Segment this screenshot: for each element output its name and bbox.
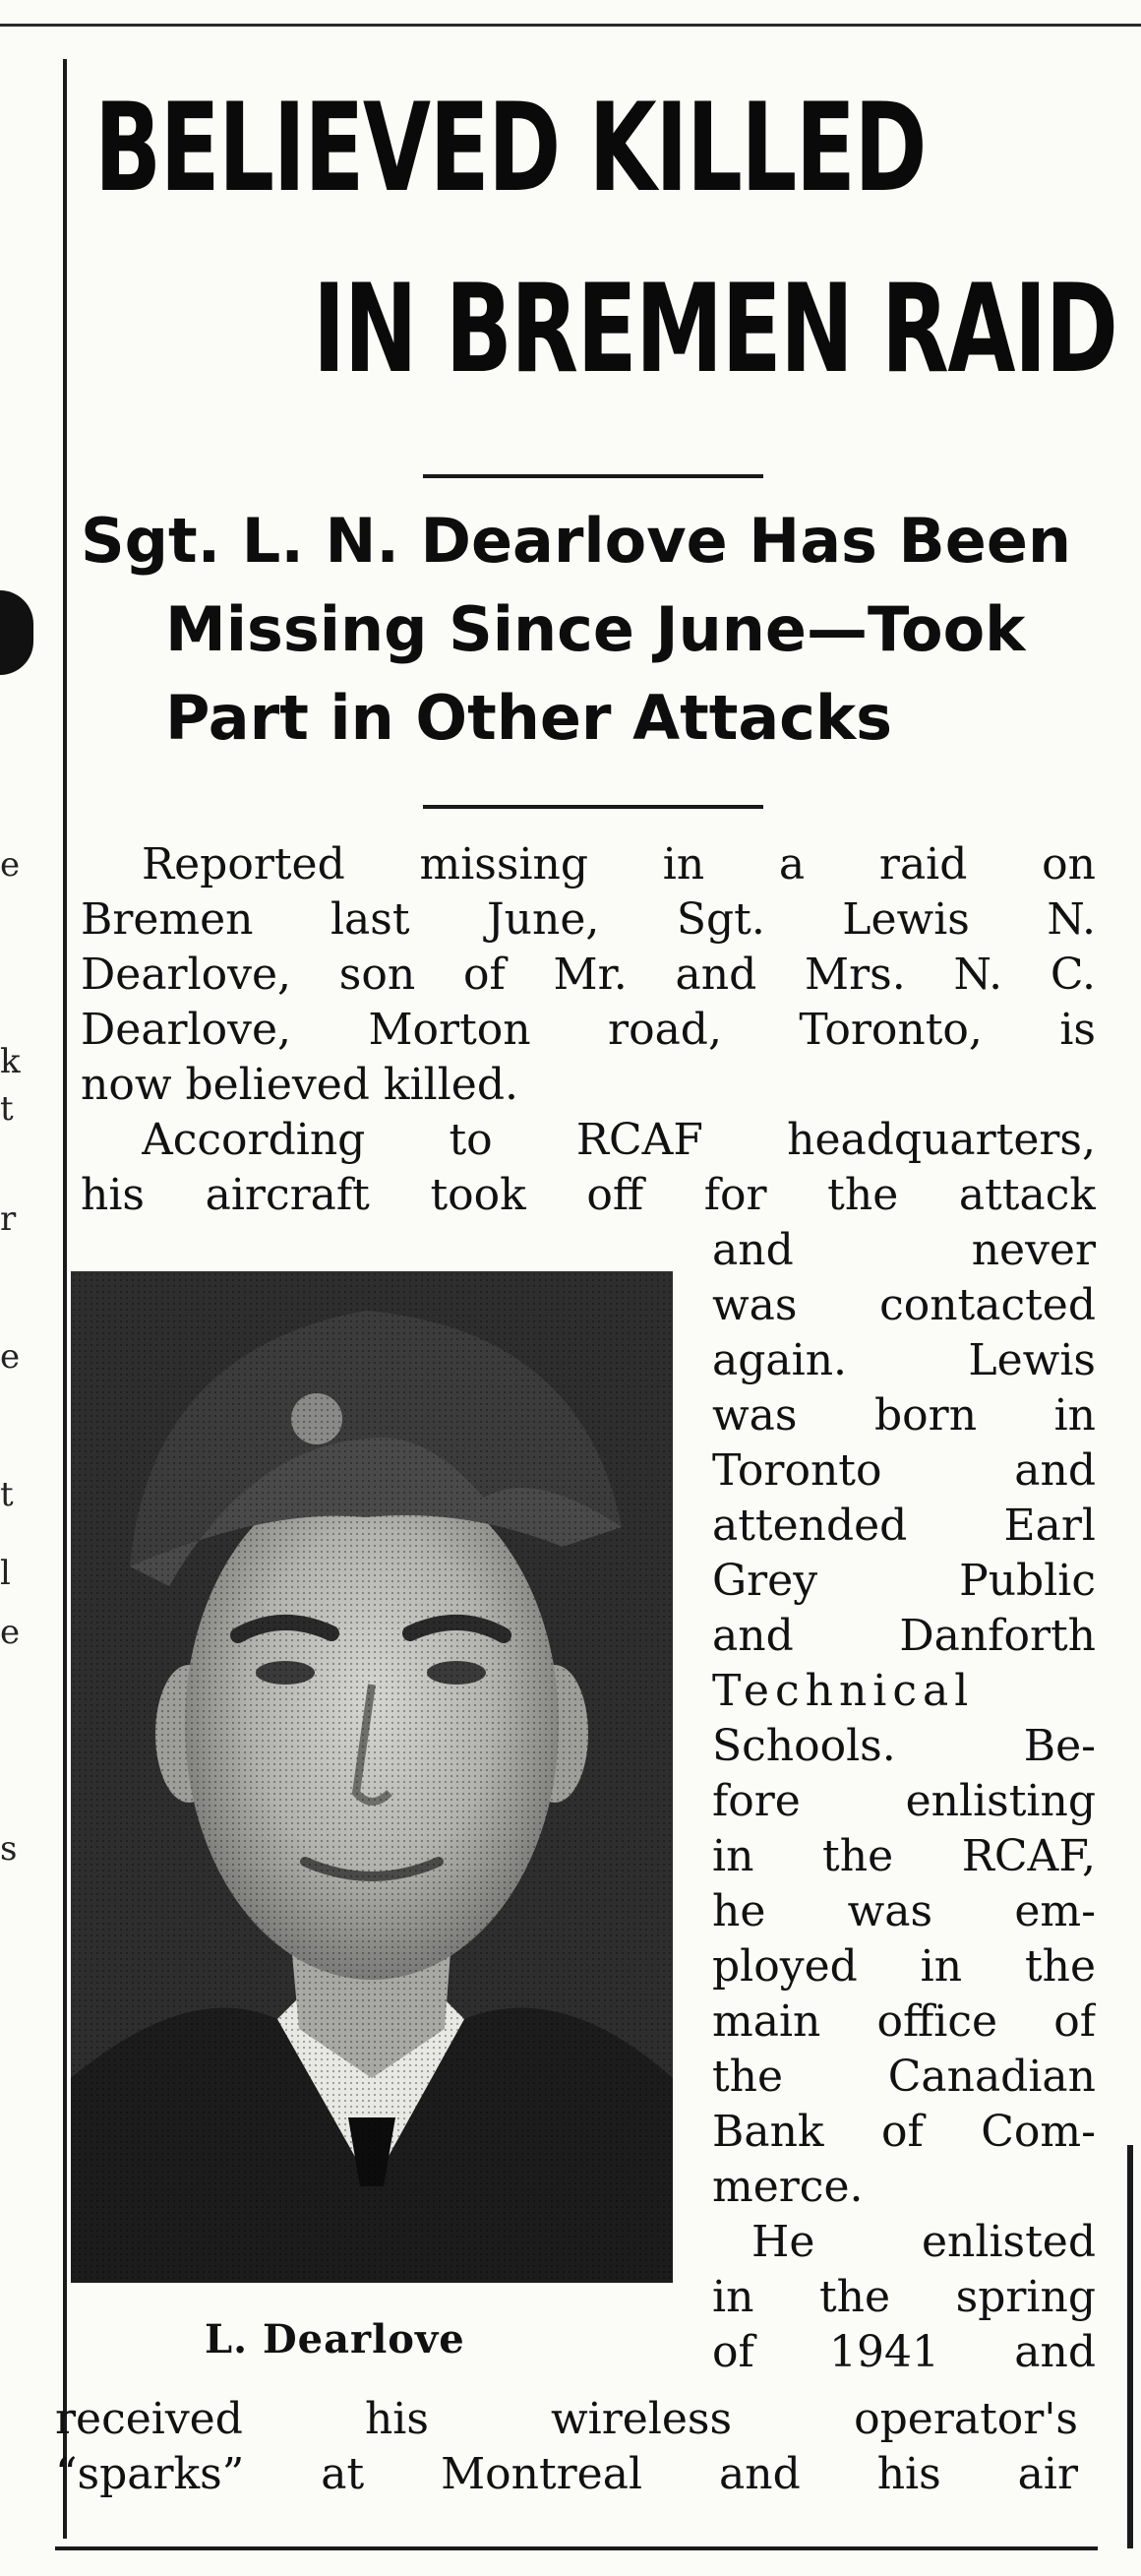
margin-fragment: s — [0, 1830, 18, 1868]
margin-fragment: e — [0, 846, 21, 884]
article-line: Dearlove, Morton road, Toronto, is — [81, 1005, 1096, 1055]
article-line: received his wireless operator's — [55, 2394, 1078, 2444]
margin-fragment: k — [0, 1043, 21, 1080]
article-line: the Canadian — [712, 2052, 1096, 2102]
headline-line-1: BELIEVED KILLED — [94, 78, 927, 219]
article-line: ployed in the — [712, 1941, 1096, 1992]
article-line: Bremen last June, Sgt. Lewis N. — [81, 894, 1096, 945]
article-line: and never — [712, 1225, 1096, 1275]
divider-rule — [423, 474, 763, 478]
margin-fragment: t — [0, 1476, 14, 1513]
article-line: attended Earl — [712, 1501, 1096, 1551]
column-rule-right — [1127, 2145, 1133, 2548]
article-line: Toronto and — [712, 1445, 1096, 1496]
subheadline-line-3: Part in Other Attacks — [165, 682, 893, 754]
margin-fragment: t — [0, 1090, 14, 1128]
portrait-photo — [71, 1271, 673, 2283]
margin-fragment: e — [0, 1338, 21, 1376]
top-rule — [0, 24, 1141, 27]
article-line: Schools. Be- — [712, 1721, 1096, 1771]
article-line: his aircraft took off for the attack — [81, 1170, 1096, 1220]
article-line: he was em- — [712, 1886, 1096, 1936]
subheadline-line-1: Sgt. L. N. Dearlove Has Been — [81, 505, 1072, 577]
article-line: was contacted — [712, 1280, 1096, 1330]
photo-caption: L. Dearlove — [205, 2316, 465, 2362]
article-line: According to RCAF headquarters, — [142, 1115, 1096, 1165]
article-line: now believed killed. — [81, 1060, 518, 1110]
article-line: main office of — [712, 1996, 1096, 2047]
article-line: and Danforth — [712, 1611, 1096, 1661]
column-rule-left — [63, 59, 67, 2539]
article-line: He enlisted — [751, 2217, 1096, 2267]
article-line: Bank of Com- — [712, 2107, 1096, 2157]
divider-rule — [423, 805, 763, 809]
headline-line-2: IN BREMEN RAID — [313, 259, 1117, 400]
article-line: Dearlove, son of Mr. and Mrs. N. C. — [81, 950, 1096, 1000]
margin-ink-blob — [0, 590, 33, 675]
article-line: of 1941 and — [712, 2327, 1096, 2377]
subheadline-line-2: Missing Since June—Took — [165, 593, 1026, 665]
article-line: in the RCAF, — [712, 1831, 1096, 1881]
article-line: in the spring — [712, 2272, 1096, 2322]
article-line: fore enlisting — [712, 1776, 1096, 1826]
article-line: merce. — [712, 2162, 864, 2212]
margin-fragment: l — [0, 1555, 11, 1592]
margin-fragment: r — [0, 1200, 17, 1238]
article-line: Technical — [712, 1666, 975, 1716]
article-line: Grey Public — [712, 1556, 1096, 1606]
article-line: Reported missing in a raid on — [142, 839, 1096, 889]
article-line: was born in — [712, 1390, 1096, 1441]
bottom-rule — [55, 2546, 1098, 2550]
article-line: “sparks” at Montreal and his air — [55, 2449, 1078, 2499]
margin-fragment: e — [0, 1614, 21, 1651]
portrait-image — [71, 1271, 673, 2283]
article-line: again. Lewis — [712, 1335, 1096, 1385]
